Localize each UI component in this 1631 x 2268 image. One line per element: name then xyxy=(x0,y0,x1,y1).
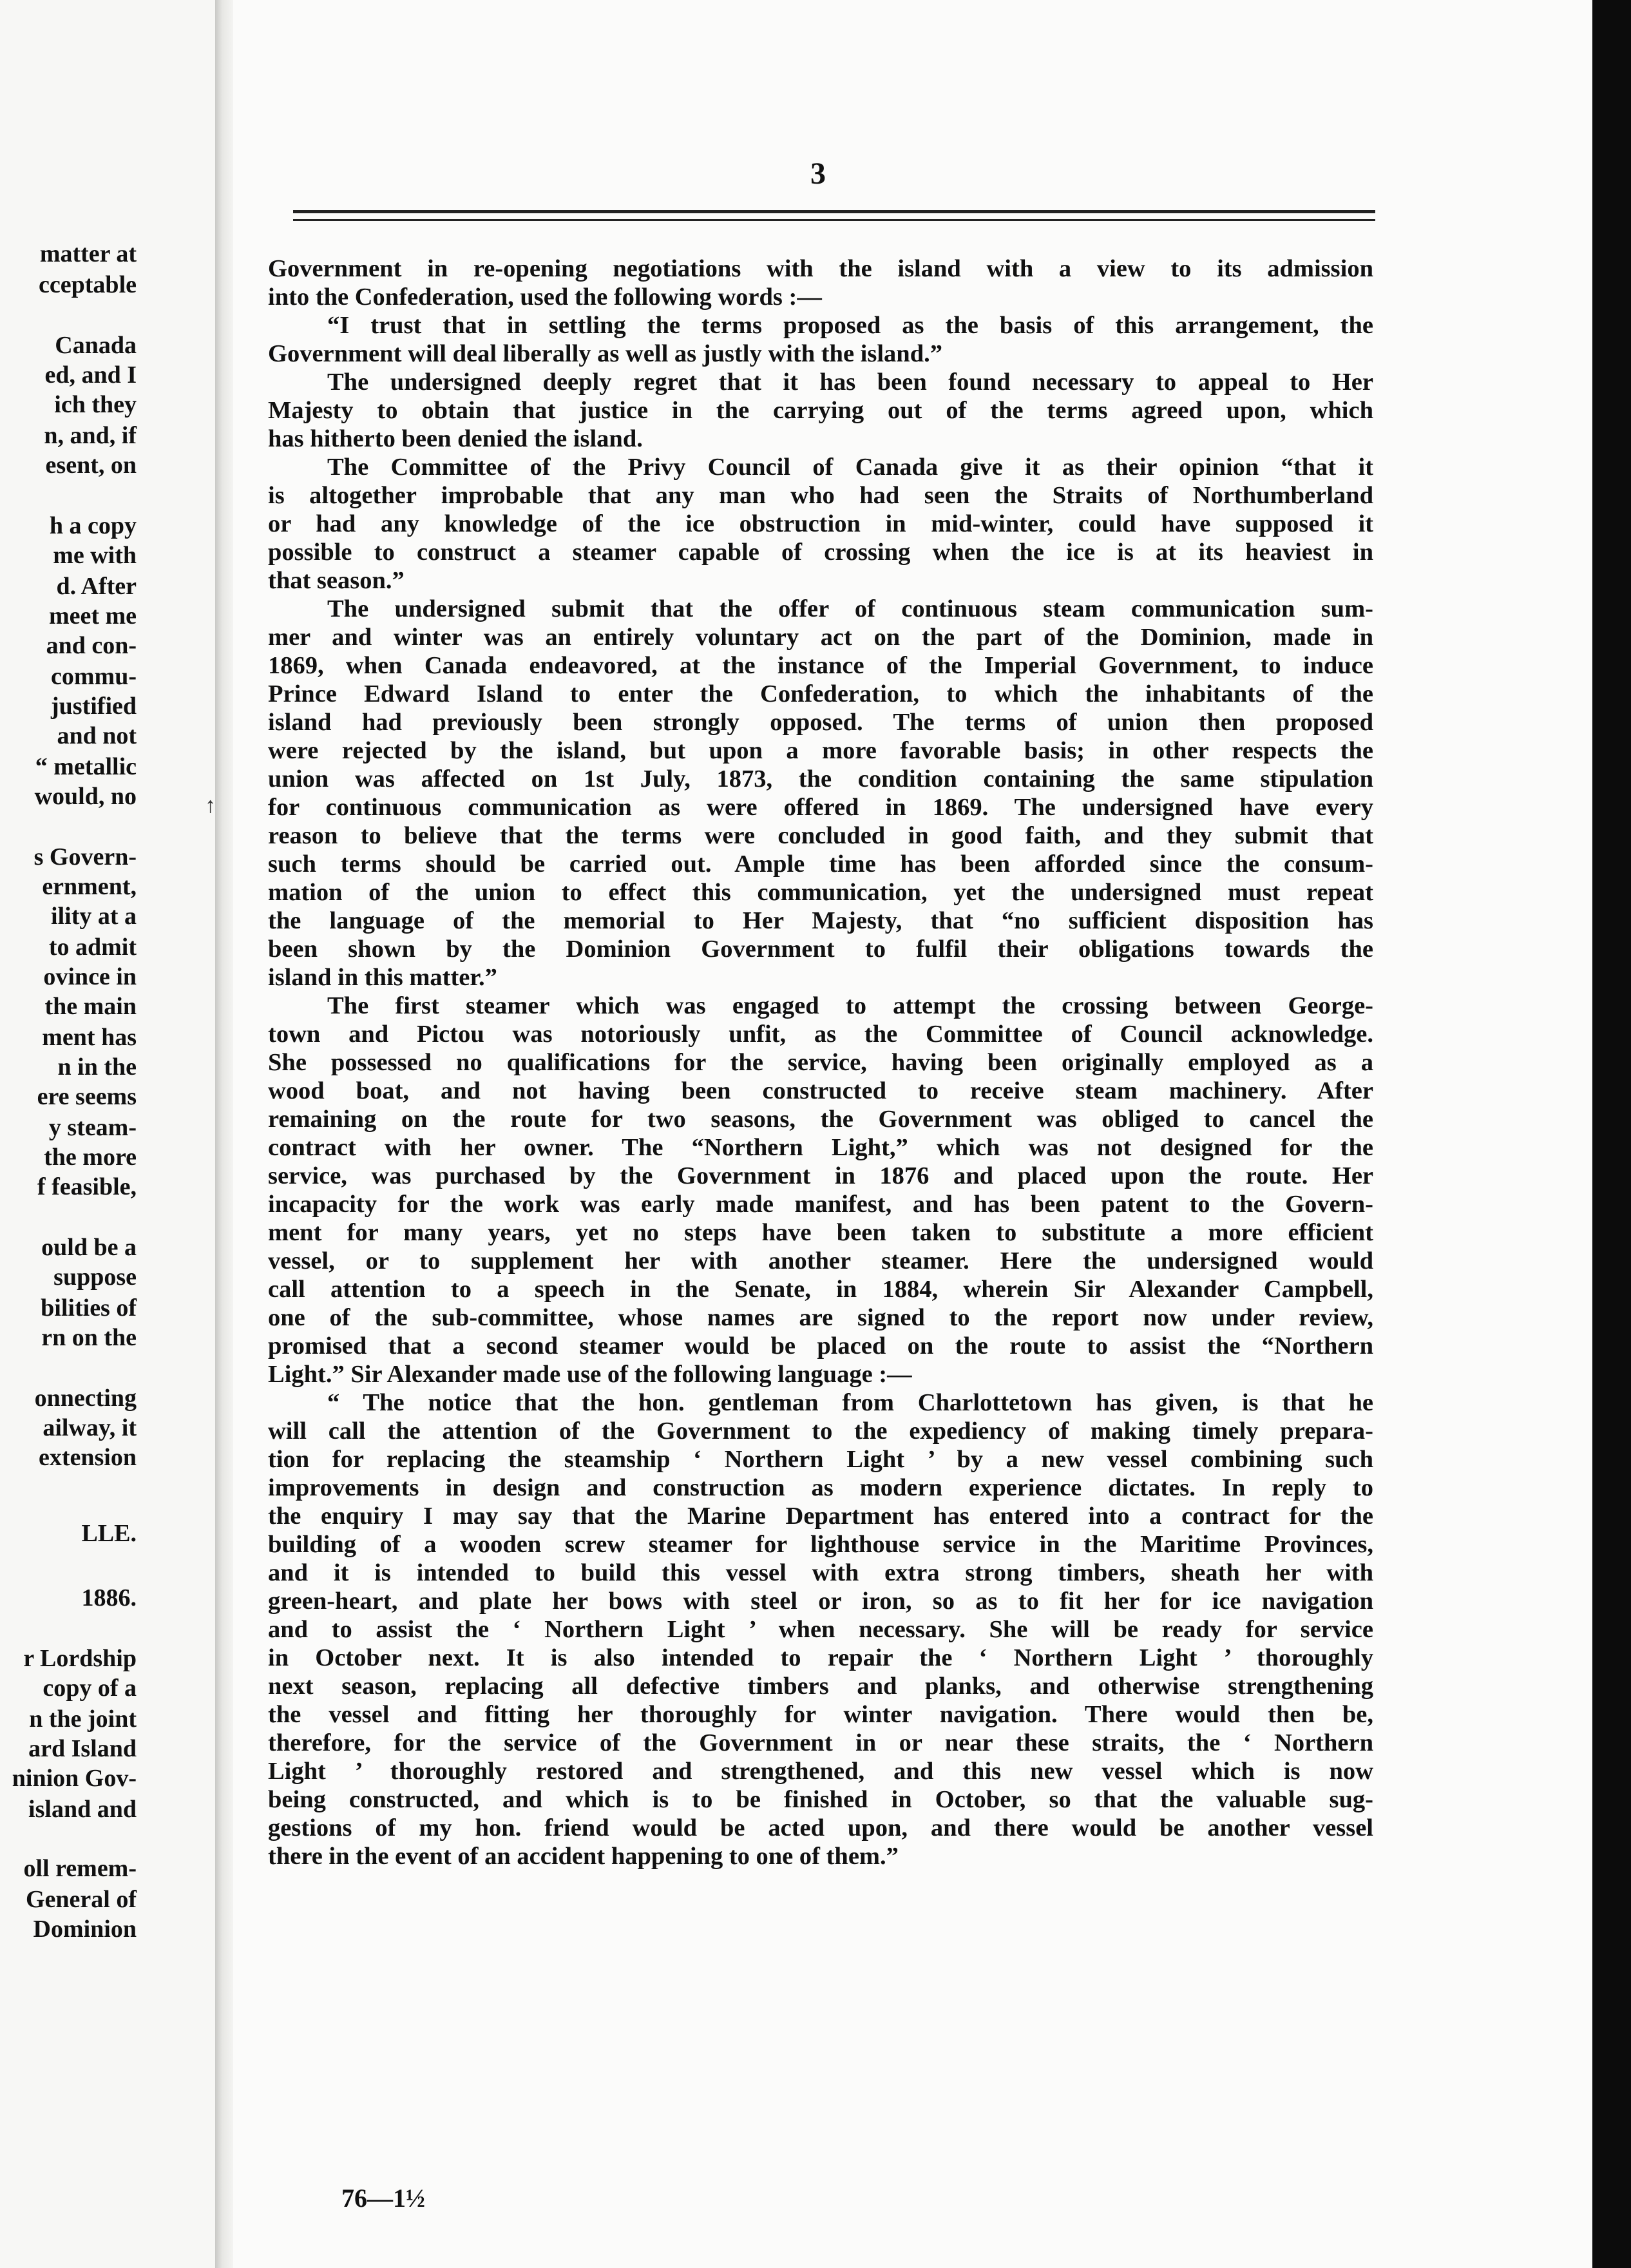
text-line: mer and winter was an entirely voluntary act on the part of the Dominion, made in xyxy=(268,624,1373,651)
facing-page-line: s Govern- xyxy=(33,843,137,870)
text-line: therefore, for the service of the Government in or near these straits, the ‘ Northern xyxy=(268,1729,1373,1756)
facing-page-line: the more xyxy=(44,1144,137,1171)
facing-page-line: y steam- xyxy=(48,1114,137,1141)
text-line: there in the event of an accident happening to one of them.” xyxy=(268,1843,899,1870)
text-line: Light ’ thoroughly restored and strengthened, and this new vessel which is now xyxy=(268,1758,1373,1785)
facing-page-line: ility at a xyxy=(51,903,137,930)
text-line: contract with her owner. The “Northern Light,” which was not designed for the xyxy=(268,1134,1373,1161)
page-number: 3 xyxy=(810,157,826,191)
text-line: incapacity for the work was early made manifest, and has been patent to the Govern- xyxy=(268,1191,1373,1218)
text-line: call attention to a speech in the Senate, in 1884, wherein Sir Alexander Campbell, xyxy=(268,1276,1373,1303)
facing-page-line: to admit xyxy=(48,934,137,961)
facing-page-line: would, no xyxy=(34,783,137,810)
text-line: ment for many years, yet no steps have been taken to substitute a more efficient xyxy=(268,1219,1373,1246)
facing-page-line: justified xyxy=(51,693,137,720)
header-rule xyxy=(293,210,1375,213)
facing-page-fragment xyxy=(0,0,215,2268)
facing-page-line: “ metallic xyxy=(35,753,137,780)
text-line: “I trust that in settling the terms proposed as the basis of this arrangement, the xyxy=(327,312,1373,339)
facing-page-line: the main xyxy=(44,993,137,1020)
text-line: for continuous communication as were offered in 1869. The undersigned have every xyxy=(268,794,1373,821)
facing-page-line: ed, and I xyxy=(44,361,137,389)
text-line: the enquiry I may say that the Marine Department has entered into a contract for the xyxy=(268,1503,1373,1530)
text-line: union was affected on 1st July, 1873, the condition containing the same stipulation xyxy=(268,765,1373,793)
text-line: service, was purchased by the Government in 1876 and placed upon the route. Her xyxy=(268,1162,1373,1189)
text-line: She possessed no qualifications for the service, having been originally employed as a xyxy=(268,1049,1373,1076)
text-line: tion for replacing the steamship ‘ Northern Light ’ by a new vessel combining such xyxy=(268,1446,1373,1473)
facing-page-line: n in the xyxy=(57,1053,137,1081)
facing-page-line: matter at xyxy=(39,240,137,267)
text-line: Government in re-opening negotiations with the island with a view to its admission xyxy=(268,255,1373,282)
text-line: into the Confederation, used the following words :— xyxy=(268,284,822,311)
facing-page-line: and not xyxy=(57,722,137,749)
facing-page-line: esent, on xyxy=(45,452,137,479)
facing-page-line: island and xyxy=(28,1796,137,1823)
facing-page-line: Dominion xyxy=(33,1916,137,1943)
scan-edge xyxy=(1592,0,1631,2268)
facing-page-line: 1886. xyxy=(81,1584,137,1611)
text-line: island had previously been strongly opposed. The terms of union then proposed xyxy=(268,709,1373,736)
text-line: Government will deal liberally as well as justly with the island.” xyxy=(268,340,943,367)
text-line: one of the sub-committee, whose names are signed to the report now under review, xyxy=(268,1304,1373,1331)
facing-page-line: ard Island xyxy=(28,1735,137,1762)
facing-page-line: rn on the xyxy=(41,1324,137,1351)
text-line: vessel, or to supplement her with another steamer. Here the undersigned would xyxy=(268,1247,1373,1274)
text-line: possible to construct a steamer capable of crossing when the ice is at its heaviest in xyxy=(268,539,1373,566)
facing-page-line: LLE. xyxy=(81,1520,137,1547)
printer-signature: 76—1½ xyxy=(341,2184,425,2213)
facing-page-line: onnecting xyxy=(34,1385,137,1412)
facing-page-line: ould be a xyxy=(41,1234,137,1261)
facing-page-line: d. After xyxy=(56,573,137,600)
header-rule-thin xyxy=(293,219,1375,221)
text-line: the language of the memorial to Her Majesty, that “no sufficient disposition has xyxy=(268,907,1373,934)
text-line: “ The notice that the hon. gentleman from Charlottetown has given, is that he xyxy=(327,1389,1373,1416)
text-line: has hitherto been denied the island. xyxy=(268,425,643,452)
facing-page-line: me with xyxy=(53,542,137,569)
text-line: island in this matter.” xyxy=(268,964,497,991)
facing-page-line: n the joint xyxy=(29,1706,137,1733)
facing-page-line: ninion Gov- xyxy=(12,1765,137,1792)
text-line: The Committee of the Privy Council of Canada give it as their opinion “that it xyxy=(327,454,1373,481)
facing-page-line: copy of a xyxy=(43,1675,137,1702)
facing-page-line: r Lordship xyxy=(23,1645,137,1672)
facing-page-line: oll remem- xyxy=(23,1855,137,1882)
text-line: been shown by the Dominion Government to fulfil their obligations towards the xyxy=(268,936,1373,963)
text-line: green-heart, and plate her bows with steel or iron, so as to fit her for ice navigation xyxy=(268,1588,1373,1615)
text-line: were rejected by the island, but upon a more favorable basis; in other respects the xyxy=(268,737,1373,764)
text-line: The first steamer which was engaged to attempt the crossing between George- xyxy=(327,992,1373,1019)
margin-mark: ↑ xyxy=(205,794,216,818)
text-line: promised that a second steamer would be placed on the route to assist the “Northern xyxy=(268,1332,1373,1360)
text-line: the vessel and fitting her thoroughly for winter navigation. There would then be, xyxy=(268,1701,1373,1728)
text-line: wood boat, and not having been constructed to receive steam machinery. After xyxy=(268,1077,1373,1104)
text-line: next season, replacing all defective timbers and planks, and otherwise strengthening xyxy=(268,1673,1373,1700)
text-line: mation of the union to effect this communication, yet the undersigned must repeat xyxy=(268,879,1373,906)
text-line: Majesty to obtain that justice in the carrying out of the terms agreed upon, which xyxy=(268,397,1373,424)
facing-page-line: commu- xyxy=(51,663,137,690)
text-line: in October next. It is also intended to repair the ‘ Northern Light ’ thoroughly xyxy=(268,1644,1373,1671)
facing-page-line: extension xyxy=(39,1444,137,1471)
facing-page-line: Canada xyxy=(55,332,137,359)
facing-page-line: h a copy xyxy=(49,512,137,539)
text-line: and it is intended to build this vessel with extra strong timbers, sheath her with xyxy=(268,1559,1373,1586)
facing-page-line: suppose xyxy=(53,1264,137,1291)
facing-page-line: ernment, xyxy=(42,873,137,900)
text-line: 1869, when Canada endeavored, at the instance of the Imperial Government, to induce xyxy=(268,652,1373,679)
text-line: such terms should be carried out. Ample time has been afforded since the consum- xyxy=(268,850,1373,878)
text-line: remaining on the route for two seasons, the Government was obliged to cancel the xyxy=(268,1106,1373,1133)
text-line: being constructed, and which is to be finished in October, so that the valuable sug- xyxy=(268,1786,1373,1813)
text-line: reason to believe that the terms were concluded in good faith, and they submit that xyxy=(268,822,1373,849)
facing-page-line: ovince in xyxy=(43,963,137,990)
facing-page-line: n, and, if xyxy=(44,422,137,449)
text-line: and to assist the ‘ Northern Light ’ when necessary. She will be ready for service xyxy=(268,1616,1373,1643)
facing-page-line: ment has xyxy=(42,1024,137,1051)
text-line: building of a wooden screw steamer for lighthouse service in the Maritime Provinces, xyxy=(268,1531,1373,1558)
text-line: The undersigned submit that the offer of continuous steam communication sum- xyxy=(327,595,1373,622)
text-line: town and Pictou was notoriously unfit, as the Committee of Council acknowledge. xyxy=(268,1021,1373,1048)
facing-page-line: ailway, it xyxy=(43,1414,137,1441)
facing-page-line: and con- xyxy=(46,632,137,659)
facing-page-line: ich they xyxy=(54,391,137,418)
facing-page-line: ere seems xyxy=(37,1083,137,1110)
facing-page-line: f feasible, xyxy=(37,1173,137,1200)
facing-page-line: meet me xyxy=(48,602,137,629)
text-line: Light.” Sir Alexander made use of the following language :— xyxy=(268,1361,912,1388)
text-line: that season.” xyxy=(268,567,405,594)
facing-page-line: General of xyxy=(25,1886,137,1913)
facing-page-line: bilities of xyxy=(41,1294,137,1321)
text-line: will call the attention of the Government to the expediency of making timely prepara- xyxy=(268,1418,1373,1445)
text-line: The undersigned deeply regret that it has been found necessary to appeal to Her xyxy=(327,369,1373,396)
text-line: improvements in design and construction as modern experience dictates. In reply to xyxy=(268,1474,1373,1501)
text-line: Prince Edward Island to enter the Confederation, to which the inhabitants of the xyxy=(268,680,1373,707)
text-line: is altogether improbable that any man who had seen the Straits of Northumberland xyxy=(268,482,1373,509)
book-gutter xyxy=(215,0,233,2268)
body-text xyxy=(268,255,1373,1870)
facing-page-line: cceptable xyxy=(39,271,137,298)
text-line: gestions of my hon. friend would be acted upon, and there would be another vessel xyxy=(268,1814,1373,1841)
text-line: or had any knowledge of the ice obstruction in mid-winter, could have supposed it xyxy=(268,510,1373,537)
